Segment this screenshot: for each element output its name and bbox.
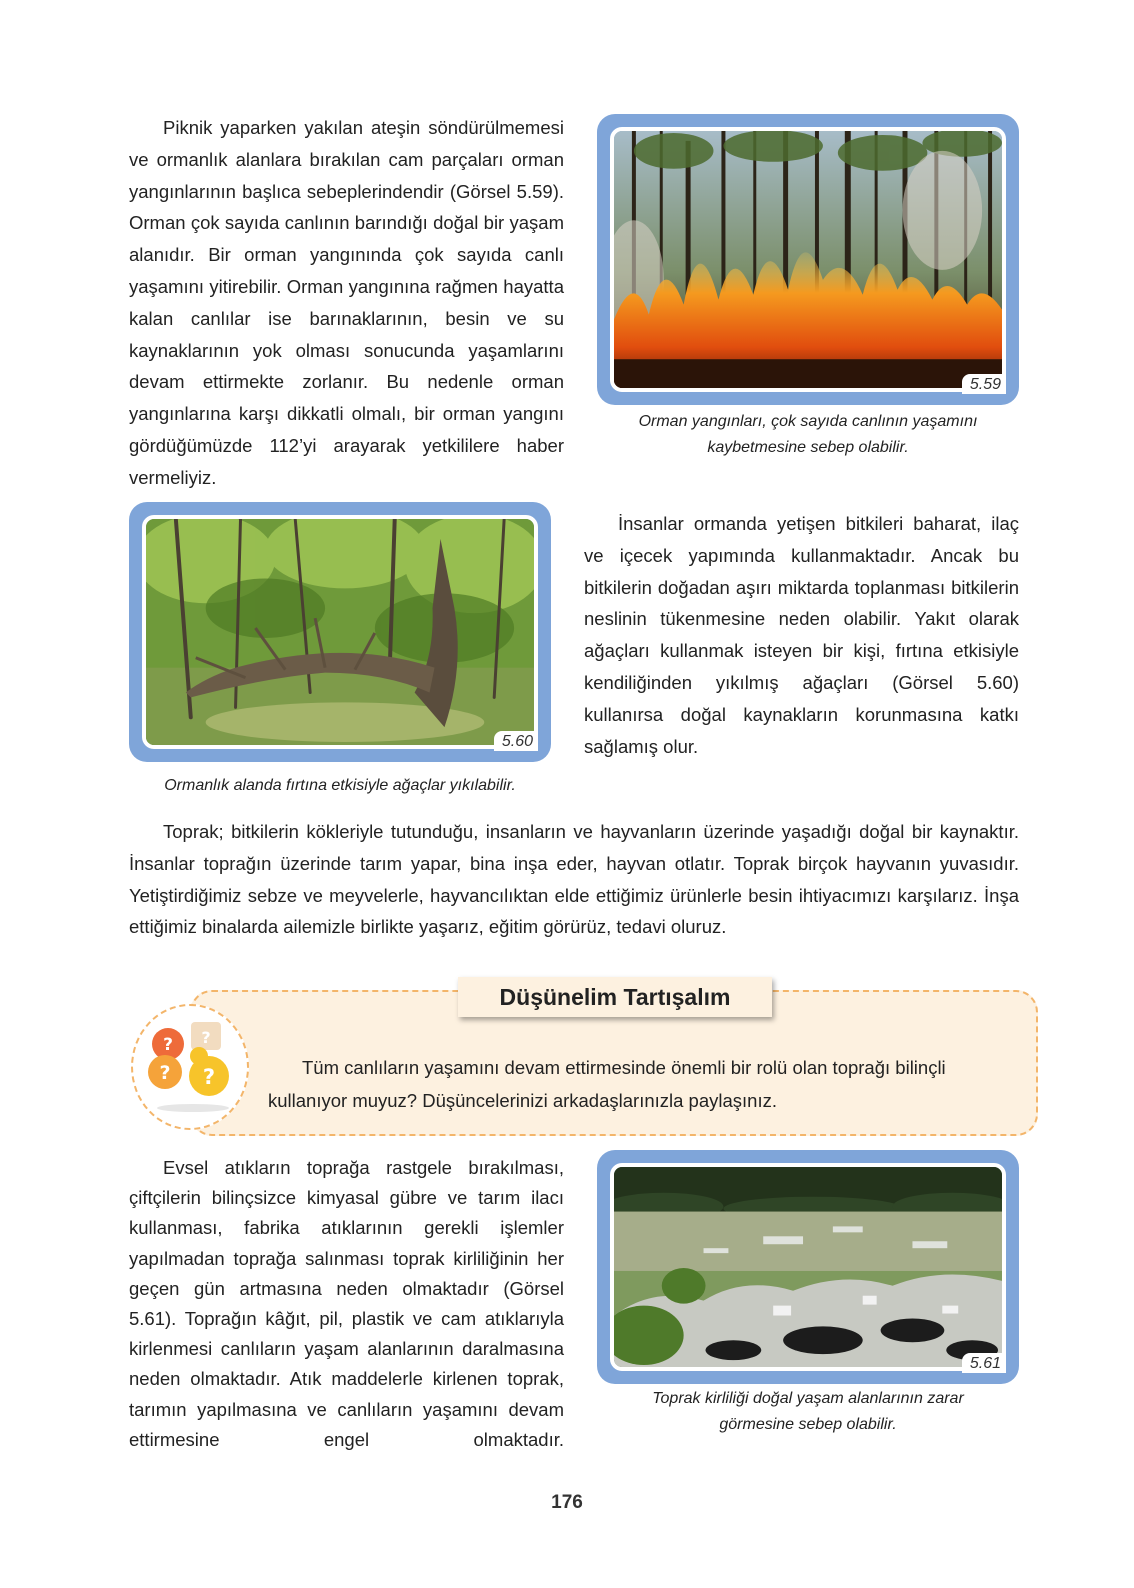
page-number: 176 (551, 1492, 583, 1513)
paragraph-plants (584, 508, 1019, 762)
discussion-text: Tüm canlıların yaşamını devam ettirmesinde önemli bir rolü olan toprağı bilinçli kullanıyor muyuz? Düşüncelerinizi arkadaşlarınızla paylaşınız. (268, 1057, 946, 1111)
paragraph-forest-fire-text: Piknik yaparken yakılan ateşin söndürülmemesi ve ormanlık alanlara bırakılan cam parçaları orman yangınlarının başlıca sebeplerindendir (Görsel 5.59). Orman çok sayıda canlının barındığı doğal bir yaşam alanıdır. Bir orman yangınında çok sayıda canlı yaşamını yitirebilir. Orman yangınına rağmen hayatta kalan canlılar ise barınaklarının, besin ve su kaynaklarının yok olması sonucunda yaşamlarını devam ettirmekte zorlanır. Bu nedenle orman yangınlarına karşı dikkatli olmalı, bir orman yangını gördüğümüzde 112’yi arayarak yetkililere haber vermeliyiz. (129, 117, 564, 488)
discussion-icon-circle (131, 1004, 249, 1130)
discussion-title: Düşünelim Tartışalım (458, 977, 772, 1017)
figure-forest-fire (597, 114, 1019, 405)
svg-text:?: ? (202, 1065, 216, 1089)
paragraph-pollution-text: Evsel atıkların toprağa rastgele bırakılması, çiftçilerin bilinçsizce kimyasal gübre ve tarım ilacı kullanması, fabrika atıklarının gerekli işlemler yapılmadan toprağa salınması toprak kirliliğinin her geçen gün artmasına neden olmaktadır (Görsel 5.61). Toprağın kâğıt, pil, plastik ve cam atıklarıyla kirlenmesi canlıların yaşam alanlarının daralmasına neden olmaktadır. Atık maddelerle kirlenen toprak, tarımın yapılmasına ve canlıların yaşamını devam ettirmesine engel olmaktadır. (129, 1157, 564, 1450)
figure-number-5-59: 5.59 (962, 374, 1006, 394)
waste-photo (610, 1163, 1006, 1371)
fallen-tree-photo (142, 515, 538, 749)
paragraph-pollution (129, 1153, 564, 1455)
paragraph-soil (129, 816, 1019, 943)
svg-text:?: ? (163, 1035, 173, 1055)
svg-text:?: ? (201, 1028, 211, 1047)
caption-fallen-tree: Ormanlık alanda fırtına etkisiyle ağaçlar yıkılabilir. (164, 777, 516, 794)
paragraph-plants-text: İnsanlar ormanda yetişen bitkileri baharat, ilaç ve içecek yapımında kullanmaktadır. Ancak bu bitkilerin doğadan aşırı miktarda toplanması bitkilerin neslinin tükenmesine neden olabilir. Yakıt olarak ağaçları kullanmak isteyen bir kişi, fırtına etkisiyle kendiliğinden yıkılmış ağaçları (Görsel 5.60) kullanırsa doğal kaynakların korunmasına katkı sağlamış olur. (584, 513, 1019, 757)
figure-number-5-61: 5.61 (962, 1353, 1006, 1373)
forest-fire-photo (610, 127, 1006, 392)
figure-waste (597, 1150, 1019, 1384)
caption-forest-fire: Orman yangınları, çok sayıda canlının yaşamını kaybetmesine sebep olabilir. (638, 413, 978, 456)
caption-waste: Toprak kirliliği doğal yaşam alanlarının zarar görmesine sebep olabilir. (652, 1390, 964, 1433)
paragraph-soil-text: Toprak; bitkilerin kökleriyle tutunduğu, insanların ve hayvanların üzerinde yaşadığı doğal bir kaynaktır. İnsanlar toprağın üzerinde tarım yapar, bina inşa eder, hayvan otlatır. Toprak birçok hayvanın yuvasıdır. Yetiştirdiğimiz sebze ve meyvelerle, hayvancılıktan elde ettiğimiz ürünlerle besin ihtiyacımızı karşılarız. İnşa ettiğimiz binalarda ailemizle birlikte yaşarız, eğitim görürüz, tedavi oluruz. (129, 821, 1019, 938)
question-bubbles-icon (133, 1006, 247, 1128)
svg-text:?: ? (159, 1062, 171, 1084)
figure-number-5-60: 5.60 (494, 731, 538, 751)
paragraph-forest-fire (129, 112, 564, 494)
figure-fallen-tree (129, 502, 551, 762)
